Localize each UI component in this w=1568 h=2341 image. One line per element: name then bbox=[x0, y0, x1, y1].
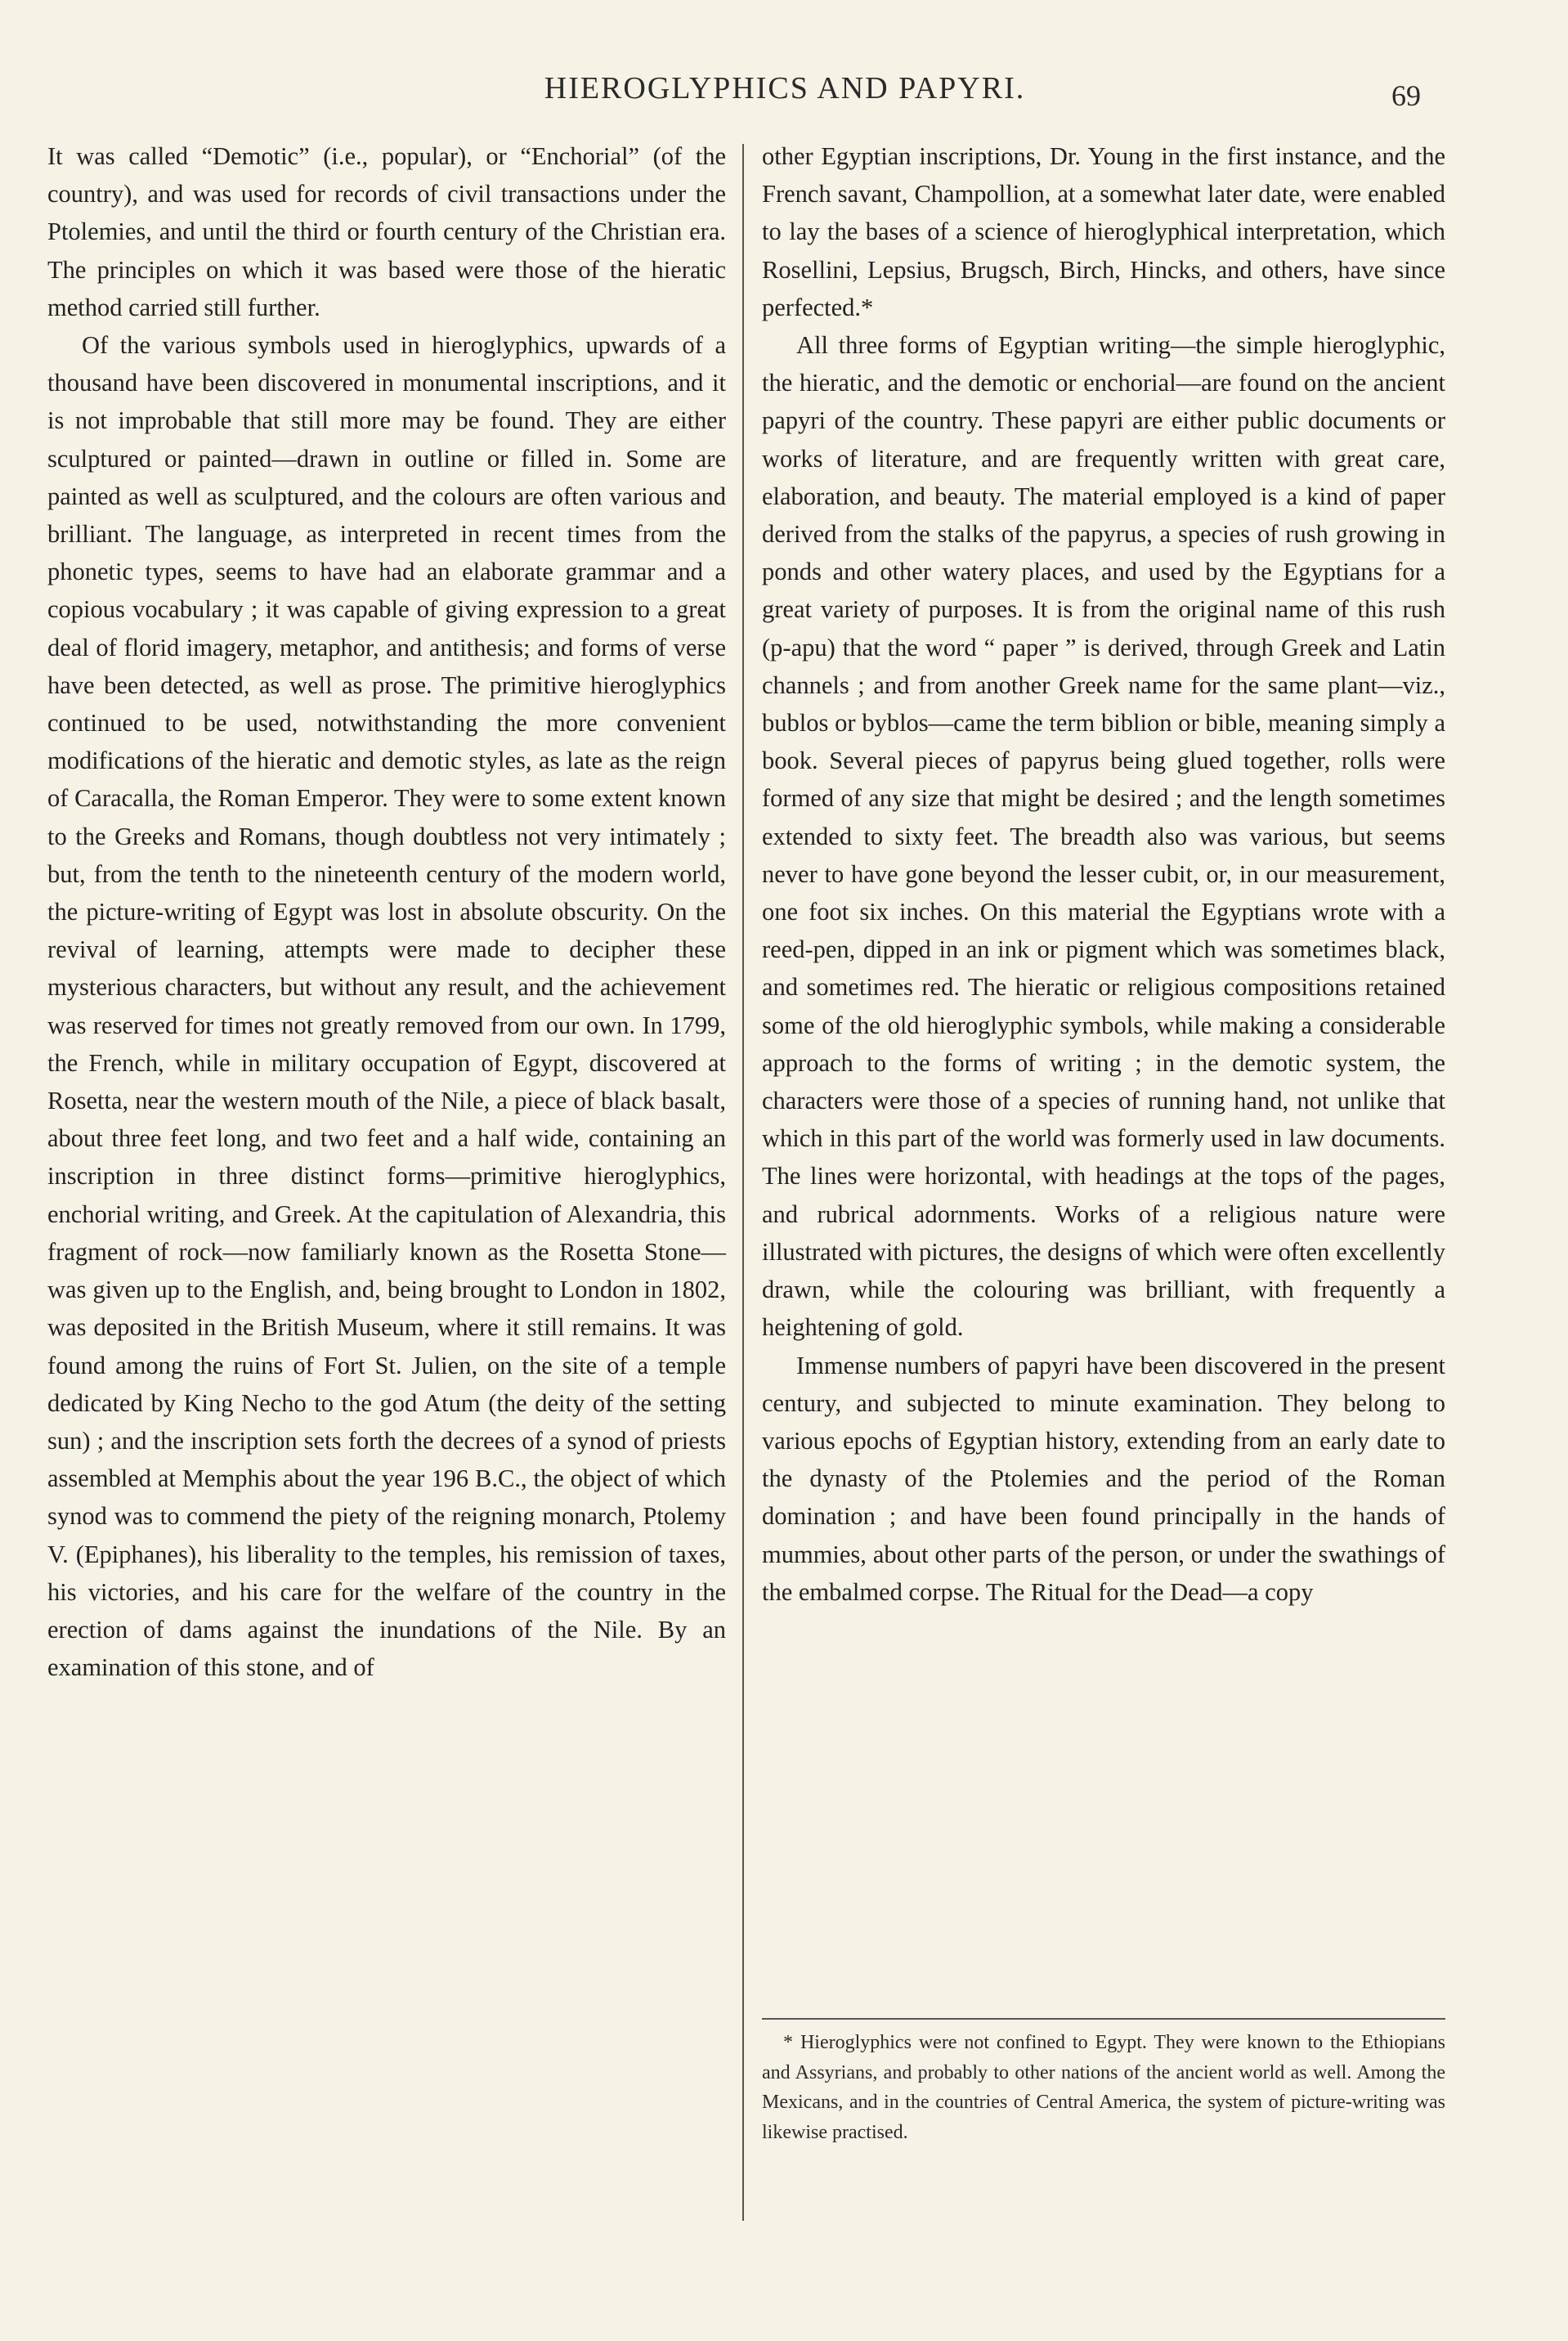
footnote bbox=[762, 2028, 1445, 2147]
footnote-rule bbox=[762, 2018, 1445, 2020]
left-paragraph-1: It was called “Demotic” (i.e., popular), or “Enchorial” (of the country), and was used for records of civil transactions under the Ptolemies, and until the third or fourth century of the Christian era. The principles on which it was based were those of the hieratic method carried still further. bbox=[47, 142, 726, 321]
left-column bbox=[47, 137, 726, 1686]
running-head: HIEROGLYPHICS AND PAPYRI. bbox=[544, 71, 1026, 105]
page-number: 69 bbox=[1391, 79, 1421, 112]
footnote-text: * Hieroglyphics were not confined to Egypt. They were known to the Ethiopians and Assyrians, and probably to other nations of the ancient world as well. Among the Mexicans, and in the countries of Central America, the system of picture-writing was likewise practised. bbox=[762, 2032, 1445, 2143]
right-paragraph-3: Immense numbers of papyri have been discovered in the present century, and subjected to minute examination. They belong to various epochs of Egyptian history, extending from an early date to the dynasty of the Ptolemies and the period of the Roman domination ; and have been found principally in the hands of mummies, about other parts of the person, or under the swathings of the embalmed corpse. The Ritual for the Dead—a copy bbox=[762, 1351, 1445, 1606]
right-paragraph-2: All three forms of Egyptian writing—the simple hieroglyphic, the hieratic, and the demotic or enchorial—are found on the ancient papyri of the country. These papyri are either public documents or works of literature, and are frequently written with great care, elaboration, and beauty. The material employed is a kind of paper derived from the stalks of the papyrus, a species of rush growing in ponds and other watery places, and used by the Egyptians for a great variety of purposes. It is from the original name of this rush (p-apu) that the word “ paper ” is derived, through Greek and Latin channels ; and from another Greek name for the same plant—viz., bublos or byblos—came the term biblion or bible, meaning simply a book. Several pieces of papyrus being glued together, rolls were formed of any size that might be desired ; and the length sometimes extended to sixty feet. The breadth also was various, but seems never to have gone beyond the lesser cubit, or, in our measurement, one foot six inches. On this material the Egyptians wrote with a reed-pen, dipped in an ink or pigment which was sometimes black, and sometimes red. The hieratic or religious compositions retained some of the old hieroglyphic symbols, while making a considerable approach to the forms of writing ; in the demotic system, the characters were those of a species of running hand, not unlike that which in this part of the world was formerly used in law documents. The lines were horizontal, with headings at the tops of the pages, and rubrical adornments. Works of a religious nature were illustrated with pictures, the designs of which were often excellently drawn, while the colouring was brilliant, with frequently a heightening of gold. bbox=[762, 331, 1445, 1342]
left-paragraph-2: Of the various symbols used in hieroglyphics, upwards of a thousand have been discovered in monumental inscriptions, and it is not improbable that still more may be found. They are either sculptured or painted—drawn in outline or filled in. Some are painted as well as sculptured, and the colours are often various and brilliant. The language, as interpreted in recent times from the phonetic types, seems to have had an elaborate grammar and a copious vocabulary ; it was capable of giving expression to a great deal of florid imagery, metaphor, and antithesis; and forms of verse have been detected, as well as prose. The primitive hieroglyphics continued to be used, notwithstanding the more convenient modifications of the hieratic and demotic styles, as late as the reign of Caracalla, the Roman Emperor. They were to some extent known to the Greeks and Romans, though doubtless not very intimately ; but, from the tenth to the nineteenth century of the modern world, the picture-writing of Egypt was lost in absolute obscurity. On the revival of learning, attempts were made to decipher these mysterious characters, but without any result, and the achievement was reserved for times not greatly removed from our own. In 1799, the French, while in military occupation of Egypt, discovered at Rosetta, near the western mouth of the Nile, a piece of black basalt, about three feet long, and two feet and a half wide, containing an inscription in three distinct forms—primitive hieroglyphics, enchorial writing, and Greek. At the capitulation of Alexandria, this fragment of rock—now familiarly known as the Rosetta Stone—was given up to the English, and, being brought to London in 1802, was deposited in the British Museum, where it still remains. It was found among the ruins of Fort St. Julien, on the site of a temple dedicated by King Necho to the god Atum (the deity of the setting sun) ; and the inscription sets forth the decrees of a synod of priests assembled at Memphis about the year 196 B.C., the object of which synod was to commend the piety of the reigning monarch, Ptolemy V. (Epiphanes), his liberality to the temples, his remission of taxes, his victories, and his care for the welfare of the country in the erection of dams against the inundations of the Nile. By an examination of this stone, and of bbox=[47, 331, 726, 1682]
column-divider bbox=[742, 144, 744, 2221]
right-paragraph-1: other Egyptian inscriptions, Dr. Young in the first instance, and the French savant, Champollion, at a somewhat later date, were enabled to lay the bases of a science of hieroglyphical interpretation, which Rosellini, Lepsius, Brugsch, Birch, Hincks, and others, have since perfected.* bbox=[762, 142, 1445, 321]
right-column bbox=[762, 137, 1445, 1611]
